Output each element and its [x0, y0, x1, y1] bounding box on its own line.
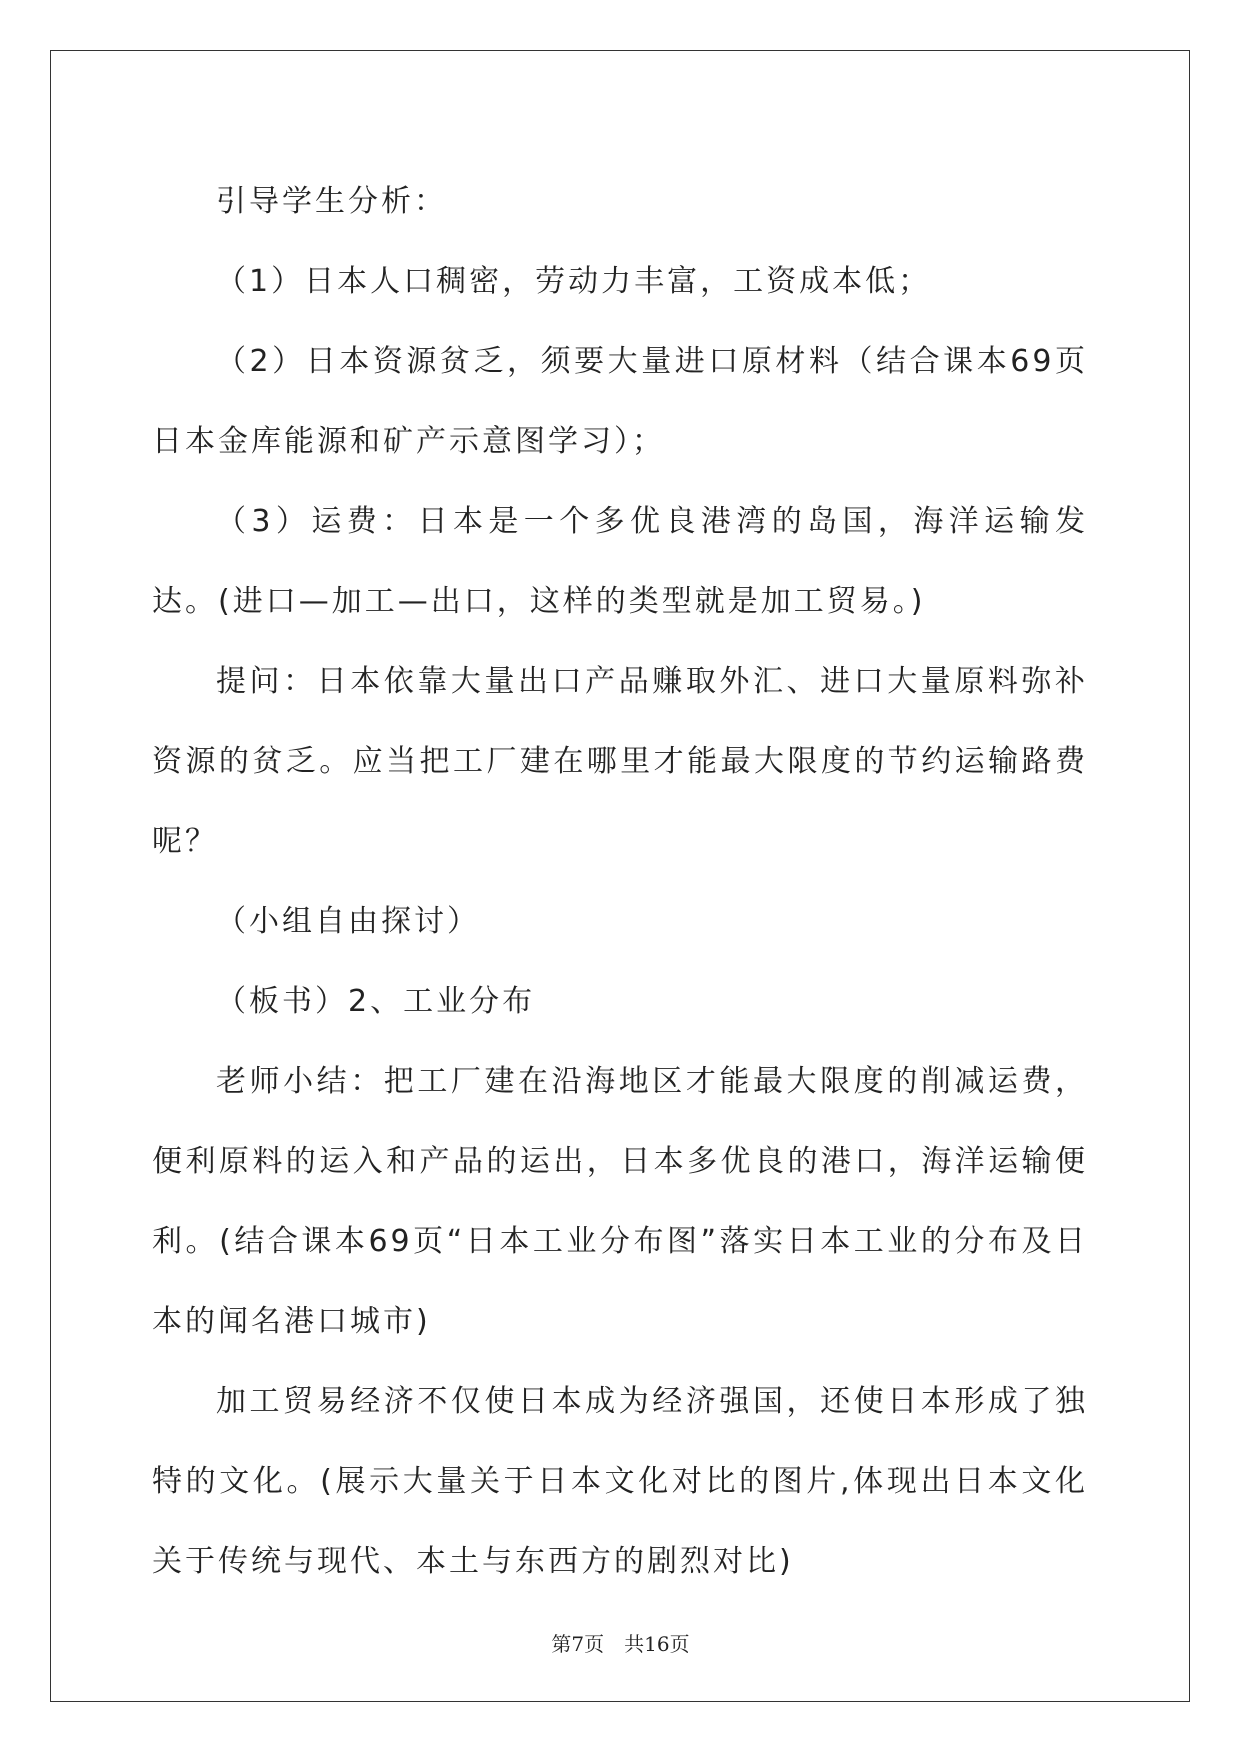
paragraph-point-1: （1）日本人口稠密，劳动力丰富，工资成本低； [216, 264, 932, 299]
page-number: 第7页 共16页 [551, 1632, 690, 1656]
paragraph-teacher-summary: 老师小结：把工厂建在沿海地区才能最大限度的削减运费，便利原料的运入和产品的运出，日本多优良的港口，海洋运输便利。(结合课本69页“日本工业分布图”落实日本工业的分布及日本的闻名港口城市) [152, 1064, 1088, 1339]
document-body [152, 162, 1088, 1602]
paragraph-point-3: （3）运费：日本是一个多优良港湾的岛国，海洋运输发达。(进口—加工—出口，这样的类型就是加工贸易。) [152, 504, 1088, 619]
paragraph-culture: 加工贸易经济不仅使日本成为经济强国，还使日本形成了独特的文化。(展示大量关于日本文化对比的图片,体现出日本文化关于传统与现代、本土与东西方的剧烈对比) [152, 1384, 1088, 1579]
paragraph-blackboard-heading: （板书）2、工业分布 [216, 984, 536, 1019]
paragraph-group-discussion: （小组自由探讨） [216, 904, 480, 939]
paragraph-point-2: （2）日本资源贫乏，须要大量进口原材料（结合课本69页日本金库能源和矿产示意图学习）； [152, 344, 1088, 459]
paragraph-guide-analysis: 引导学生分析： [216, 184, 447, 219]
paragraph-question: 提问：日本依靠大量出口产品赚取外汇、进口大量原料弥补资源的贫乏。应当把工厂建在哪里才能最大限度的节约运输路费呢？ [152, 664, 1088, 859]
